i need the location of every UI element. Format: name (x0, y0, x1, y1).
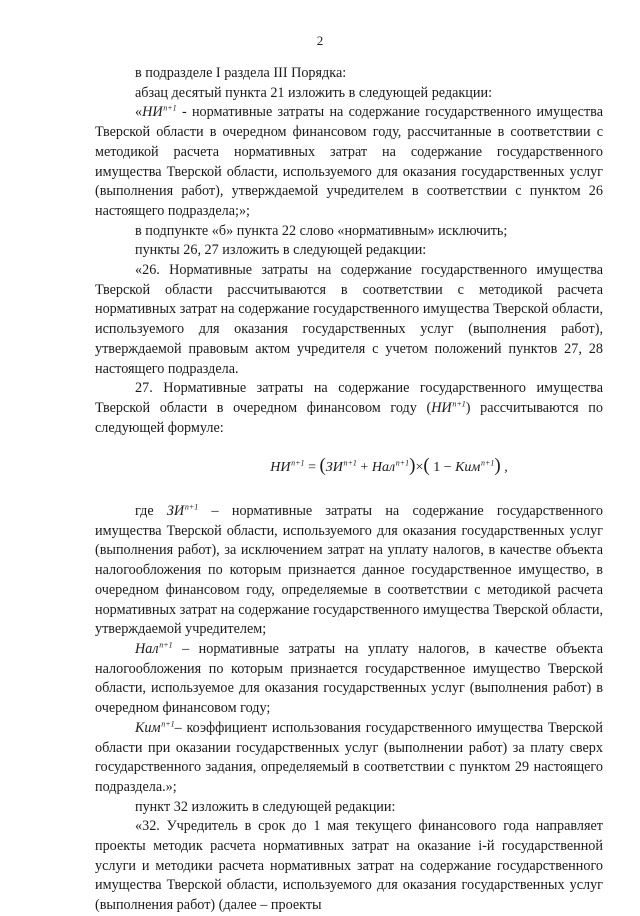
formula-nal: Нал $^{n+1}$ (371, 458, 410, 476)
symbol-zi: ЗИ $^{n+1}$ (166, 502, 199, 520)
formula-paren: ( (423, 455, 430, 477)
formula-times: × (415, 460, 424, 476)
paragraph-text: - нормативные затраты на содержание государственного имущества Тверской области в очередном финансовом году, рассчитанные в соответствии с методикой расчета нормативных затрат на содержание государственного имущества Тверской области, используемого для оказания государственных услуг (выполнения работ), утверждаемой учредителем в соответствии с пунктом 26 настоящего подраздела;»; (95, 104, 603, 219)
paragraph: пункты 26, 27 изложить в следующей редакции: (135, 242, 427, 259)
paragraph: «32. Учредитель в срок до 1 мая текущего финансового года направляет проекты методик расчета нормативных затрат на оказание i-й государственной услуги и методики расчета нормативных затрат на содержание государственного имущества Тверской области, используемого для оказания государственных услуг (выполнения работ) (далее – проекты (95, 818, 603, 914)
superscript: n+1 (451, 399, 466, 409)
paragraph: в подразделе I раздела III Порядка: (135, 65, 347, 81)
symbol-ni: НИ $^{n+1}$ (431, 399, 466, 416)
formula-one-minus: 1 − (429, 460, 456, 476)
formula-eq: = (304, 460, 320, 476)
paragraph (95, 379, 603, 438)
paragraph-text: где (135, 503, 167, 520)
paragraph-text: – нормативные затраты на содержание государственного имущества Тверской области, используемого для оказания государственных услуг (выполнения работ), за исключением затрат на уплату налогов, в качестве объекта налогообложения по которым признается данное государственное имущество, в очередном финансовом году, определяемые в соответствии с методикой расчета нормативных затрат на содержание государственного имущества Тверской области, утверждаемой учредителем; (95, 503, 603, 638)
paragraph (95, 640, 603, 719)
formula (95, 456, 603, 478)
symbol-kim: Ким $^{n+1}$ (135, 719, 175, 736)
paragraph-text: – коэффициент использования государственного имущества Тверской области при оказании государственных услуг (выполнении работ) за плату сверх государственного задания, определяемый в соответствии с пунктом 29 настоящего подраздела.»; (95, 719, 603, 795)
paragraph: абзац десятый пункта 21 изложить в следующей редакции: (135, 84, 493, 101)
formula-kim: Ким $^{n+1}$ (455, 458, 495, 476)
formula-paren: ) (494, 455, 501, 477)
document-body (95, 64, 603, 916)
paragraph: в подпункте «б» пункта 22 слово «нормативным» исключить; (135, 222, 508, 239)
paragraph: «26. Нормативные затраты на содержание государственного имущества Тверской области рассчитываются в соответствии с методикой расчета нормативных затрат на содержание государственного имущества Тверской области, используемого для оказания государственных услуг (выполнения работ), утверждаемой правовым актом учредителя с учетом положений пунктов 27, 28 настоящего подраздела. (95, 262, 603, 377)
paragraph (95, 719, 603, 798)
superscript: n+1 (162, 103, 177, 113)
formula-zi: ЗИ $^{n+1}$ (325, 458, 357, 476)
paragraph-text: ) рассчитываются по следующей формуле: (95, 399, 603, 436)
paragraph-text: 27. Нормативные затраты на содержание государственного имущества Тверской области в очередном финансовом году ( (95, 380, 603, 416)
formula-tail: , (500, 460, 508, 476)
paragraph: пункт 32 изложить в следующей редакции: (135, 798, 396, 815)
symbol-ni: НИ $^{n+1}$ (142, 103, 177, 121)
paragraph (95, 103, 603, 221)
formula-paren: ( (319, 455, 326, 477)
page-number: 2 (316, 33, 324, 48)
paragraph (95, 502, 603, 640)
formula-paren: ) (409, 455, 416, 477)
paragraph-text: – нормативные затраты на уплату налогов, в качестве объекта налогообложения по которым признается государственное имущество Тверской области, используемое для оказания государственных услуг (выполнения работ) в очередном финансовом году; (95, 640, 603, 717)
quote-open: « (135, 104, 143, 121)
symbol-nal: Нал $^{n+1}$ (135, 640, 173, 657)
formula-lhs: НИ $^{n+1}$ (270, 458, 305, 476)
formula-plus: + (356, 460, 372, 476)
